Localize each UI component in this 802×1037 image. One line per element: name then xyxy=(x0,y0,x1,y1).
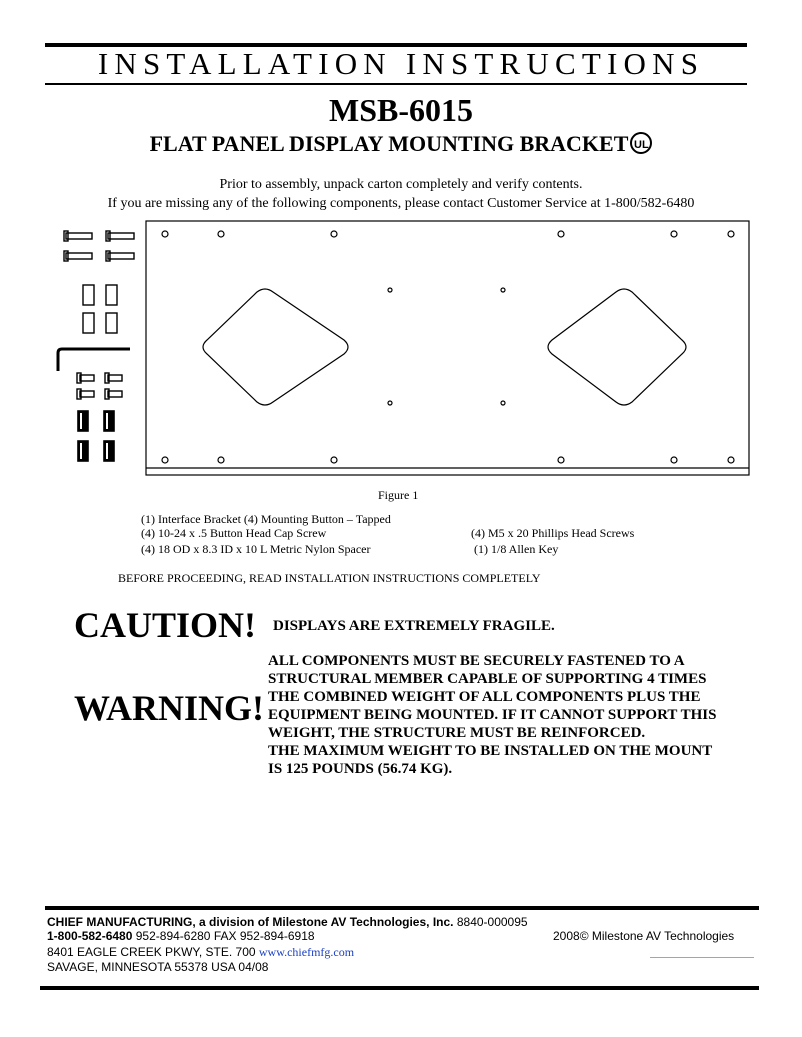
footer-phone-line xyxy=(47,929,315,943)
address-street: 8401 EAGLE CREEK PKWY, STE. 700 xyxy=(47,945,256,959)
mounting-button-icon xyxy=(77,373,122,399)
footer-rule-top xyxy=(45,906,759,910)
figure-caption: Figure 1 xyxy=(378,488,419,502)
parts-line-1: (1) Interface Bracket (4) Mounting Button – Tapped xyxy=(141,512,391,526)
website-link[interactable]: www.chiefmfg.com xyxy=(258,945,355,959)
warning-label: WARNING! xyxy=(74,688,265,728)
allen-key-icon xyxy=(58,349,130,371)
product-subtitle xyxy=(0,131,802,157)
warning-text-1: ALL COMPONENTS MUST BE SECURELY FASTENED TO A STRUCTURAL MEMBER CAPABLE OF SUPPORTING 4 TIMES THE COMBINED WEIGHT OF ALL COMPONENTS PLUS THE EQUIPMENT BEING MOUNTED. IF IT CANNOT SUPPORT THIS WEIGHT, THE STRUCTURE MUST BE REINFORCED. xyxy=(268,653,717,741)
company-name: CHIEF MANUFACTURING, xyxy=(47,915,196,929)
parts-right-2: (1) 1/8 Allen Key xyxy=(474,542,559,556)
parts-right-1: (4) M5 x 20 Phillips Head Screws xyxy=(471,526,635,540)
hardware-illustration xyxy=(50,225,140,475)
bracket-holes xyxy=(162,231,734,463)
intro-line-2: If you are missing any of the following components, please contact Customer Service at 1-800/582-6480 xyxy=(107,196,695,211)
left-cutout xyxy=(203,289,348,405)
phone-main: 1-800-582-6480 xyxy=(47,929,133,943)
footer-blue-underline xyxy=(650,957,754,958)
parts-line-3: (4) 18 OD x 8.3 ID x 10 L Metric Nylon Spacer xyxy=(141,542,371,556)
nylon-spacer-icon xyxy=(78,411,114,461)
right-cutout xyxy=(548,289,686,405)
ul-listed-icon: UL xyxy=(630,132,652,154)
top-rule-thin xyxy=(45,83,747,85)
footer-address-line-2: SAVAGE, MINNESOTA 55378 USA 04/08 xyxy=(47,960,269,974)
caution-text: DISPLAYS ARE EXTREMELY FRAGILE. xyxy=(273,618,555,634)
warning-text-2: THE MAXIMUM WEIGHT TO BE INSTALLED ON THE MOUNT IS 125 POUNDS (56.74 KG). xyxy=(268,743,712,777)
footer-company-line xyxy=(47,915,528,929)
subtitle-text: FLAT PANEL DISPLAY MOUNTING BRACKET xyxy=(149,131,629,156)
footer-address-line-1 xyxy=(47,945,354,960)
copyright: 2008© Milestone AV Technologies xyxy=(553,929,735,943)
warning-text xyxy=(268,652,728,778)
intro-line-1: Prior to assembly, unpack carton completely and verify contents. xyxy=(219,177,583,192)
screw-icon xyxy=(64,231,134,261)
parts-line-2: (4) 10-24 x .5 Button Head Cap Screw xyxy=(141,526,327,540)
spacer-icon xyxy=(83,285,117,333)
phone-other: 952-894-6280 FAX 952-894-6918 xyxy=(135,929,315,943)
caution-label: CAUTION! xyxy=(74,605,257,645)
interface-bracket-icon xyxy=(145,220,751,478)
document-number: 8840-000095 xyxy=(456,915,528,929)
document-title: INSTALLATION INSTRUCTIONS xyxy=(97,46,705,81)
footer-rule-bottom xyxy=(40,986,759,990)
model-number: MSB-6015 xyxy=(329,92,473,128)
read-instructions-notice: BEFORE PROCEEDING, READ INSTALLATION INSTRUCTIONS COMPLETELY xyxy=(118,571,541,585)
company-division: a division of Milestone AV Technologies, Inc. xyxy=(199,915,454,929)
